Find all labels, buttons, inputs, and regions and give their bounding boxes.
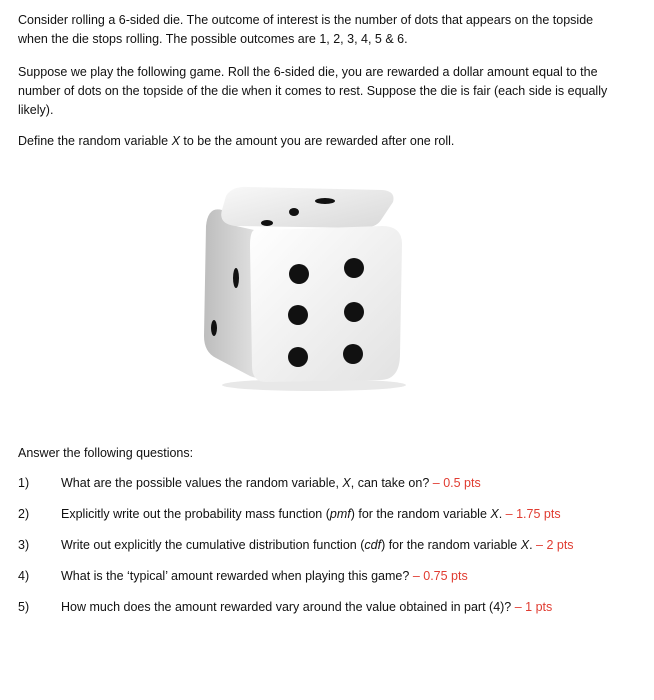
- question-text: What are the possible values the random variable, X, can take on? – 0.5 pts: [61, 476, 481, 490]
- question-text: What is the ‘typical’ amount rewarded when playing this game? – 0.75 pts: [61, 569, 468, 583]
- intro-paragraph-2: Suppose we play the following game. Roll the 6-sided die, you are rewarded a dollar amount equal to the number of dots on the topside of the die when it comes to rest. Suppose the die is fair (each side is equally likely).: [18, 65, 608, 117]
- pip: [233, 268, 239, 288]
- die-icon: [196, 182, 416, 392]
- define-text-after: to be the amount you are rewarded after one roll.: [179, 134, 455, 148]
- question-number: 4): [18, 569, 30, 583]
- pip: [344, 302, 364, 322]
- question-number: 2): [18, 507, 30, 521]
- question-item: [18, 474, 638, 493]
- answer-heading: Answer the following questions:: [18, 446, 194, 460]
- pip: [344, 258, 364, 278]
- question-number: 1): [18, 476, 30, 490]
- pip: [343, 344, 363, 364]
- pip: [288, 305, 308, 325]
- question-text: Explicitly write out the probability mass function (pmf) for the random variable X. – 1.75 pts: [61, 507, 561, 521]
- pip: [315, 198, 335, 204]
- pip: [211, 320, 217, 336]
- points-label: – 2 pts: [536, 538, 574, 552]
- question-text: Write out explicitly the cumulative distribution function (cdf) for the random variable X. – 2 pts: [61, 538, 574, 552]
- pip: [261, 220, 273, 226]
- variable-x: X: [171, 134, 180, 148]
- question-number: 3): [18, 538, 30, 552]
- intro-paragraph-1: Consider rolling a 6-sided die. The outcome of interest is the number of dots that appears on the topside when the die stops rolling. The possible outcomes are 1, 2, 3, 4, 5 & 6.: [18, 13, 594, 46]
- define-text-before: Define the random variable: [18, 134, 172, 148]
- question-number: 5): [18, 600, 30, 614]
- die-image: [196, 182, 416, 392]
- pip: [288, 347, 308, 367]
- question-item: [18, 505, 638, 524]
- pip: [289, 264, 309, 284]
- intro-paragraph-3: [18, 132, 608, 151]
- pip: [289, 208, 299, 216]
- question-item: [18, 598, 638, 617]
- points-label: – 1.75 pts: [505, 507, 561, 521]
- question-item: [18, 536, 638, 555]
- points-label: – 0.75 pts: [412, 569, 468, 583]
- question-item: [18, 567, 638, 586]
- points-label: – 1 pts: [514, 600, 553, 614]
- die-front-face: [250, 226, 402, 382]
- points-label: – 0.5 pts: [432, 476, 481, 490]
- question-text: How much does the amount rewarded vary around the value obtained in part (4)? – 1 pts: [61, 600, 553, 614]
- die-top-face: [221, 187, 393, 228]
